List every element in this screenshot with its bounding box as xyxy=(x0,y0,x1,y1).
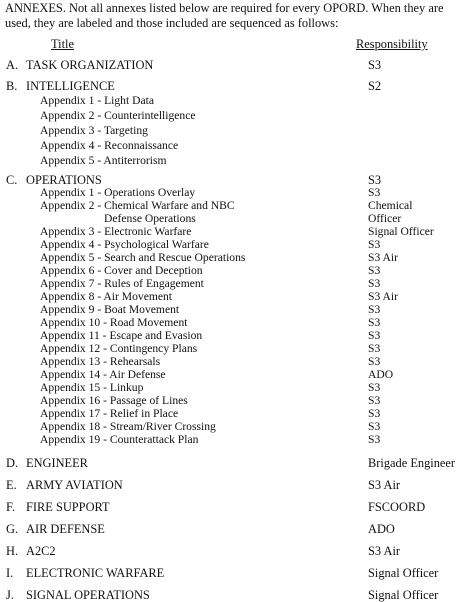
column-header-title: Title xyxy=(51,37,74,51)
annex-title: INTELLIGENCE xyxy=(26,79,115,93)
annex-row xyxy=(0,522,474,536)
annex-title: A2C2 xyxy=(26,544,56,558)
appendix-row xyxy=(0,290,474,304)
appendix-title: Appendix 5 - Antiterrorism xyxy=(40,154,167,167)
responsibility-cell: S3 Air xyxy=(368,251,398,264)
appendix-title: Appendix 19 - Counterattack Plan xyxy=(40,433,199,446)
annex-letter: D. xyxy=(6,456,19,470)
appendix-title: Appendix 3 - Targeting xyxy=(40,124,148,137)
appendix-row xyxy=(0,225,474,239)
appendix-row xyxy=(0,124,474,138)
annex-letter: I. xyxy=(6,566,14,580)
annex-letter: H. xyxy=(6,544,19,558)
annex-row xyxy=(0,478,474,492)
annex-row xyxy=(0,173,474,187)
appendix-row xyxy=(0,316,474,330)
appendix-title: Appendix 7 - Rules of Engagement xyxy=(40,277,204,290)
annex-row xyxy=(0,588,474,602)
responsibility-cell: S3 Air xyxy=(368,478,401,492)
annex-row xyxy=(0,544,474,558)
responsibility-cell: S3 xyxy=(368,277,381,290)
annex-letter: A. xyxy=(6,58,19,72)
appendix-row xyxy=(0,277,474,291)
responsibility-cell: Signal Officer xyxy=(368,566,439,580)
appendix-title: Appendix 1 - Light Data xyxy=(40,94,154,107)
responsibility-cell: S3 xyxy=(368,329,381,342)
appendix-row xyxy=(0,238,474,252)
responsibility-cell: S3 xyxy=(368,394,381,407)
annex-letter: G. xyxy=(6,522,19,536)
appendix-row xyxy=(0,186,474,200)
appendix-title: Appendix 9 - Boat Movement xyxy=(40,303,180,316)
appendix-title: Appendix 4 - Reconnaissance xyxy=(40,139,179,152)
responsibility-cell: S3 xyxy=(368,381,381,394)
annex-row xyxy=(0,456,474,470)
appendix-title: Appendix 10 - Road Movement xyxy=(40,316,188,329)
responsibility-cell: S3 Air xyxy=(368,544,401,558)
appendix-row xyxy=(0,199,474,213)
annex-letter: C. xyxy=(6,173,18,187)
appendix-title: Appendix 17 - Relief in Place xyxy=(40,407,179,420)
appendix-row xyxy=(0,303,474,317)
appendix-row xyxy=(0,420,474,434)
annex-title: TASK ORGANIZATION xyxy=(26,58,154,72)
appendix-title: Appendix 8 - Air Movement xyxy=(40,290,173,303)
responsibility-cell: S3 xyxy=(368,238,381,251)
annex-title: FIRE SUPPORT xyxy=(26,500,110,514)
appendix-row xyxy=(0,355,474,369)
annex-row xyxy=(0,566,474,580)
appendix-row xyxy=(0,342,474,356)
annex-letter: F. xyxy=(6,500,15,514)
responsibility-cell: S3 xyxy=(368,303,381,316)
appendix-row xyxy=(0,212,474,226)
responsibility-cell: S3 xyxy=(368,173,382,187)
appendix-title: Appendix 12 - Contingency Plans xyxy=(40,342,198,355)
responsibility-cell: S3 xyxy=(368,264,381,277)
intro-paragraph: ANNEXES. Not all annexes listed below are required for every OPORD. When they are used, they are labeled and those included are sequenced as follows: xyxy=(5,1,444,30)
responsibility-cell: Officer xyxy=(368,212,402,225)
responsibility-cell: S3 xyxy=(368,355,381,368)
appendix-title: Appendix 16 - Passage of Lines xyxy=(40,394,188,407)
responsibility-cell: S3 xyxy=(368,316,381,329)
appendix-title: Appendix 18 - Stream/River Crossing xyxy=(40,420,216,433)
appendix-row xyxy=(0,407,474,421)
responsibility-cell: S2 xyxy=(368,79,382,93)
appendix-title: Appendix 5 - Search and Rescue Operations xyxy=(40,251,246,264)
appendix-row xyxy=(0,368,474,382)
appendix-row xyxy=(0,94,474,108)
annex-title: ELECTRONIC WARFARE xyxy=(26,566,165,580)
annex-title: OPERATIONS xyxy=(26,173,102,187)
appendix-row xyxy=(0,329,474,343)
appendix-row xyxy=(0,381,474,395)
responsibility-cell: ADO xyxy=(368,368,394,381)
annex-row xyxy=(0,79,474,93)
responsibility-cell: S3 xyxy=(368,342,381,355)
annex-title: ARMY AVIATION xyxy=(26,478,123,492)
annex-title: ENGINEER xyxy=(26,456,88,470)
annex-row xyxy=(0,58,474,72)
appendix-title: Appendix 2 - Counterintelligence xyxy=(40,109,196,122)
appendix-row xyxy=(0,109,474,123)
responsibility-cell: S3 Air xyxy=(368,290,398,303)
annex-letter: E. xyxy=(6,478,17,492)
annex-row xyxy=(0,500,474,514)
responsibility-cell: S3 xyxy=(368,433,381,446)
appendix-title: Appendix 2 - Chemical Warfare and NBC xyxy=(40,199,235,212)
appendix-title: Appendix 13 - Rehearsals xyxy=(40,355,161,368)
appendix-title: Appendix 15 - Linkup xyxy=(40,381,144,394)
appendix-row xyxy=(0,251,474,265)
responsibility-cell: ADO xyxy=(368,522,395,536)
appendix-title: Appendix 1 - Operations Overlay xyxy=(40,186,196,199)
annex-letter: B. xyxy=(6,79,18,93)
annex-title: AIR DEFENSE xyxy=(26,522,105,536)
responsibility-cell: Signal Officer xyxy=(368,225,434,238)
appendix-row xyxy=(0,139,474,153)
responsibility-cell: S3 xyxy=(368,407,381,420)
appendix-row xyxy=(0,394,474,408)
responsibility-cell: S3 xyxy=(368,186,381,199)
appendix-row xyxy=(0,154,474,168)
responsibility-cell: FSCOORD xyxy=(368,500,426,514)
appendix-title: Defense Operations xyxy=(104,212,196,225)
annex-letter: J. xyxy=(6,588,14,602)
appendix-row xyxy=(0,433,474,447)
appendix-title: Appendix 4 - Psychological Warfare xyxy=(40,238,209,251)
appendix-row xyxy=(0,264,474,278)
appendix-title: Appendix 3 - Electronic Warfare xyxy=(40,225,192,238)
appendix-title: Appendix 14 - Air Defense xyxy=(40,368,166,381)
responsibility-cell: S3 xyxy=(368,420,381,433)
appendix-title: Appendix 6 - Cover and Deception xyxy=(40,264,203,277)
responsibility-cell: S3 xyxy=(368,58,382,72)
responsibility-cell: Signal Officer xyxy=(368,588,439,602)
column-header-responsibility: Responsibility xyxy=(356,37,428,51)
annex-title: SIGNAL OPERATIONS xyxy=(26,588,150,602)
responsibility-cell: Chemical xyxy=(368,199,413,212)
appendix-title: Appendix 11 - Escape and Evasion xyxy=(40,329,203,342)
responsibility-cell: Brigade Engineer xyxy=(368,456,456,470)
